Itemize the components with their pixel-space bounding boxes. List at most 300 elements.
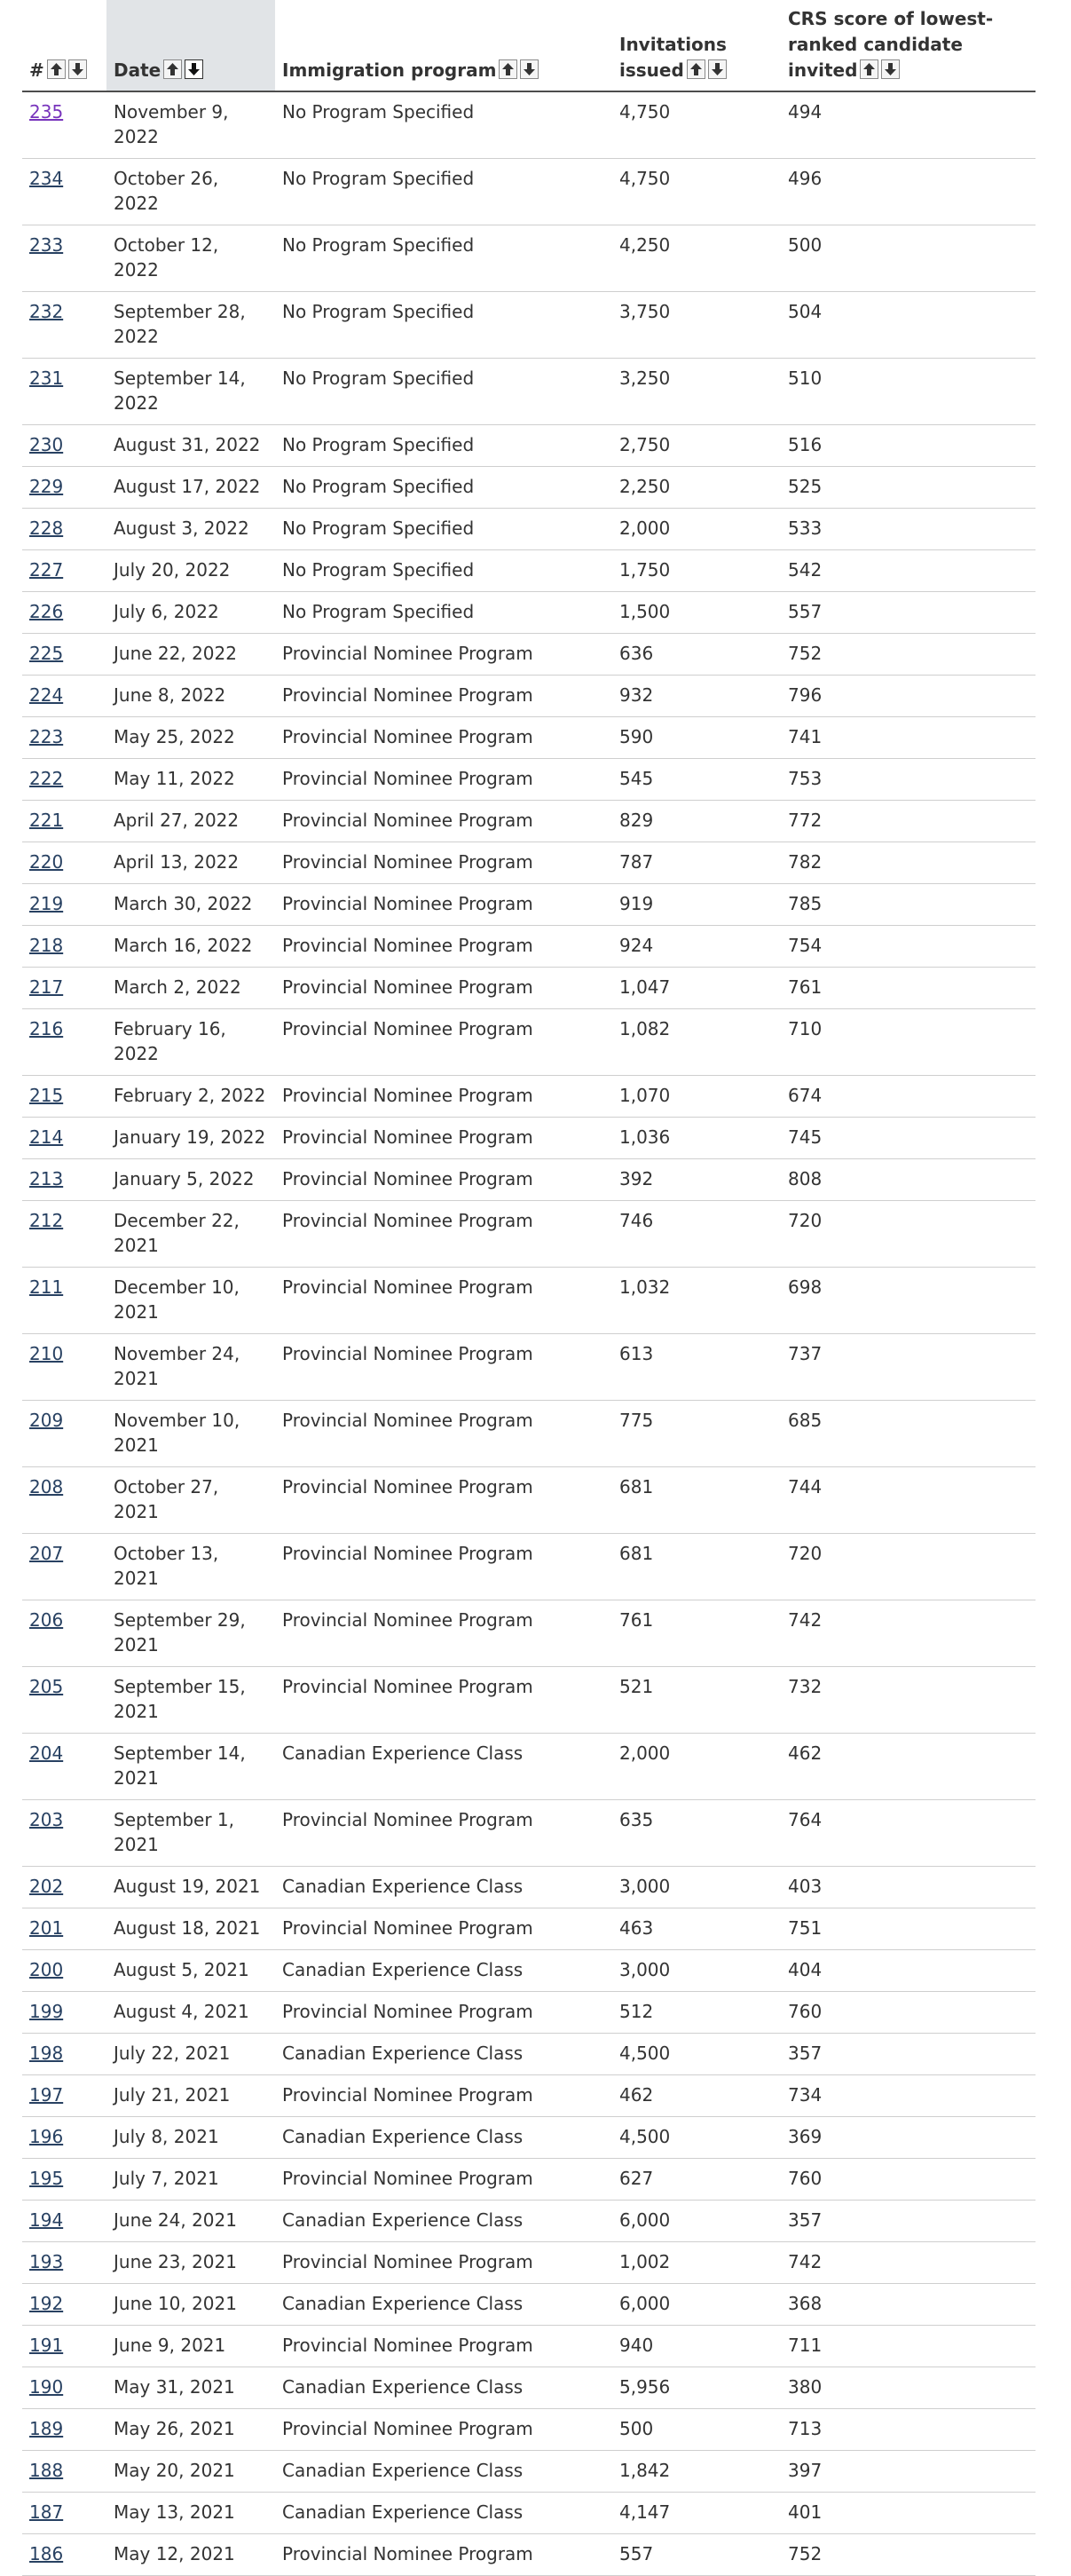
round-number-link[interactable]: 198 [29,2043,64,2064]
sort-descending-button[interactable] [68,59,87,79]
cell-program: No Program Specified [275,509,612,550]
table-row [22,1800,1036,1867]
cell-number [22,1201,106,1268]
round-number-link[interactable]: 211 [29,1276,64,1298]
cell-crs: 516 [781,425,1036,467]
cell-invitations: 787 [612,842,781,884]
arrow-down-icon [523,62,536,76]
cell-number [22,1334,106,1401]
cell-program: Provincial Nominee Program [275,1159,612,1201]
round-number-link[interactable]: 206 [29,1609,64,1631]
cell-crs: 711 [781,2326,1036,2367]
table-row [22,842,1036,884]
table-row [22,225,1036,292]
table-body [22,91,1036,2576]
round-number-link[interactable]: 188 [29,2460,64,2481]
header-invitations-label: Invitations issued [619,34,727,81]
table-row [22,1159,1036,1201]
cell-program: Canadian Experience Class [275,2201,612,2242]
round-number-link[interactable]: 197 [29,2084,64,2106]
sort-ascending-button[interactable] [499,59,517,79]
round-number-link[interactable]: 207 [29,1543,64,1564]
cell-date: July 7, 2021 [106,2159,275,2201]
round-number-link[interactable]: 212 [29,1210,64,1231]
cell-program: Provincial Nominee Program [275,2409,612,2451]
table-row [22,968,1036,1009]
cell-program: Canadian Experience Class [275,2034,612,2075]
cell-crs: 368 [781,2284,1036,2326]
header-program-label: Immigration program [282,59,497,81]
cell-date: August 31, 2022 [106,425,275,467]
arrow-up-icon [50,62,63,76]
cell-invitations: 1,750 [612,550,781,592]
cell-crs: 500 [781,225,1036,292]
round-number-link[interactable]: 231 [29,367,64,389]
cell-number [22,91,106,159]
cell-date: March 2, 2022 [106,968,275,1009]
round-number-link[interactable]: 189 [29,2418,64,2439]
cell-date: February 16, 2022 [106,1009,275,1076]
round-number-link[interactable]: 215 [29,1085,64,1106]
cell-program: Canadian Experience Class [275,1950,612,1992]
table-row [22,2284,1036,2326]
cell-crs: 720 [781,1534,1036,1600]
cell-crs: 404 [781,1950,1036,1992]
table-row [22,2409,1036,2451]
cell-number [22,2451,106,2493]
cell-number [22,2409,106,2451]
cell-number [22,1734,106,1800]
cell-date: September 15, 2021 [106,1667,275,1734]
cell-invitations: 392 [612,1159,781,1201]
table-row [22,1734,1036,1800]
cell-date: August 19, 2021 [106,1867,275,1908]
round-number-link[interactable]: 214 [29,1126,64,1148]
round-number-link[interactable]: 227 [29,559,64,581]
cell-program: Provincial Nominee Program [275,1076,612,1118]
cell-date: June 9, 2021 [106,2326,275,2367]
round-number-link[interactable]: 187 [29,2501,64,2523]
cell-number [22,1667,106,1734]
cell-date: January 5, 2022 [106,1159,275,1201]
cell-invitations: 512 [612,1992,781,2034]
cell-program: Provincial Nominee Program [275,1334,612,1401]
cell-date: July 20, 2022 [106,550,275,592]
cell-number [22,2534,106,2576]
cell-number [22,2117,106,2159]
cell-date: May 20, 2021 [106,2451,275,2493]
arrow-down-icon [187,62,201,76]
header-number-label: # [29,59,44,81]
cell-invitations: 6,000 [612,2284,781,2326]
round-number-link[interactable]: 213 [29,1168,64,1189]
round-number-link[interactable]: 199 [29,2001,64,2022]
cell-number [22,359,106,425]
cell-invitations: 829 [612,801,781,842]
cell-crs: 742 [781,1600,1036,1667]
cell-number [22,1401,106,1467]
cell-invitations: 4,500 [612,2117,781,2159]
cell-program: Provincial Nominee Program [275,676,612,717]
round-number-link[interactable]: 226 [29,601,64,622]
cell-date: May 25, 2022 [106,717,275,759]
cell-date: April 27, 2022 [106,801,275,842]
cell-date: September 14, 2021 [106,1734,275,1800]
table-row [22,801,1036,842]
cell-invitations: 521 [612,1667,781,1734]
round-number-link[interactable]: 224 [29,684,64,706]
cell-invitations: 932 [612,676,781,717]
table-row [22,2034,1036,2075]
cell-date: August 4, 2021 [106,1992,275,2034]
cell-crs: 525 [781,467,1036,509]
cell-crs: 796 [781,676,1036,717]
cell-program: Provincial Nominee Program [275,759,612,801]
cell-program: Provincial Nominee Program [275,801,612,842]
cell-number [22,159,106,225]
cell-crs: 752 [781,2534,1036,2576]
cell-crs: 720 [781,1201,1036,1268]
header-date-label: Date [114,59,161,81]
cell-program: Provincial Nominee Program [275,1401,612,1467]
express-entry-rounds-table [22,0,1036,2576]
cell-invitations: 1,032 [612,1268,781,1334]
cell-invitations: 4,250 [612,225,781,292]
arrow-down-icon [71,62,84,76]
cell-program: No Program Specified [275,550,612,592]
cell-crs: 380 [781,2367,1036,2409]
cell-crs: 713 [781,2409,1036,2451]
cell-number [22,1950,106,1992]
cell-crs: 357 [781,2201,1036,2242]
cell-invitations: 1,070 [612,1076,781,1118]
round-number-link[interactable]: 200 [29,1959,64,1980]
cell-crs: 533 [781,509,1036,550]
cell-number [22,2034,106,2075]
round-number-link[interactable]: 235 [29,101,64,122]
table-row [22,1268,1036,1334]
cell-date: July 21, 2021 [106,2075,275,2117]
round-number-link[interactable]: 209 [29,1410,64,1431]
cell-invitations: 2,250 [612,467,781,509]
cell-crs: 369 [781,2117,1036,2159]
table-row [22,1992,1036,2034]
arrow-down-icon [711,62,724,76]
cell-program: Provincial Nominee Program [275,1908,612,1950]
cell-date: June 8, 2022 [106,676,275,717]
cell-number [22,592,106,634]
cell-invitations: 1,082 [612,1009,781,1076]
round-number-link[interactable]: 203 [29,1809,64,1830]
cell-number [22,225,106,292]
cell-crs: 462 [781,1734,1036,1800]
round-number-link[interactable]: 193 [29,2251,64,2272]
cell-program: No Program Specified [275,292,612,359]
cell-number [22,1867,106,1908]
round-number-link[interactable]: 192 [29,2293,64,2314]
table-row [22,550,1036,592]
cell-program: Provincial Nominee Program [275,1009,612,1076]
cell-program: Provincial Nominee Program [275,1118,612,1159]
cell-crs: 698 [781,1268,1036,1334]
cell-crs: 397 [781,2451,1036,2493]
cell-number [22,676,106,717]
cell-number [22,467,106,509]
table-row [22,1534,1036,1600]
cell-program: Provincial Nominee Program [275,1667,612,1734]
cell-date: July 6, 2022 [106,592,275,634]
header-crs [781,0,1036,91]
cell-date: April 13, 2022 [106,842,275,884]
round-number-link[interactable]: 228 [29,518,64,539]
cell-number [22,292,106,359]
cell-crs: 745 [781,1118,1036,1159]
round-number-link[interactable]: 230 [29,434,64,455]
cell-date: August 3, 2022 [106,509,275,550]
table-row [22,292,1036,359]
round-number-link[interactable]: 216 [29,1018,64,1039]
cell-invitations: 4,750 [612,91,781,159]
round-number-link[interactable]: 205 [29,1676,64,1697]
cell-date: June 22, 2022 [106,634,275,676]
table-row [22,2451,1036,2493]
cell-number [22,2493,106,2534]
round-number-link[interactable]: 208 [29,1476,64,1497]
round-number-link[interactable]: 233 [29,234,64,256]
cell-invitations: 462 [612,2075,781,2117]
cell-crs: 510 [781,359,1036,425]
sort-descending-button[interactable] [708,59,727,79]
cell-program: No Program Specified [275,225,612,292]
table-row [22,1009,1036,1076]
cell-crs: 737 [781,1334,1036,1401]
cell-number [22,1009,106,1076]
cell-invitations: 627 [612,2159,781,2201]
cell-invitations: 2,000 [612,1734,781,1800]
cell-crs: 734 [781,2075,1036,2117]
sort-descending-button[interactable] [881,59,900,79]
cell-invitations: 6,000 [612,2201,781,2242]
cell-invitations: 746 [612,1201,781,1268]
cell-invitations: 2,000 [612,509,781,550]
cell-number [22,717,106,759]
cell-date: August 17, 2022 [106,467,275,509]
cell-program: Provincial Nominee Program [275,1800,612,1867]
cell-date: October 13, 2021 [106,1534,275,1600]
table-row [22,467,1036,509]
round-number-link[interactable]: 190 [29,2376,64,2398]
table-row [22,1334,1036,1401]
cell-number [22,1992,106,2034]
cell-program: Provincial Nominee Program [275,1467,612,1534]
cell-invitations: 635 [612,1800,781,1867]
cell-crs: 808 [781,1159,1036,1201]
table-row [22,2159,1036,2201]
cell-program: Provincial Nominee Program [275,1992,612,2034]
cell-invitations: 3,250 [612,359,781,425]
cell-invitations: 1,036 [612,1118,781,1159]
cell-crs: 542 [781,550,1036,592]
sort-ascending-button[interactable] [163,59,182,79]
cell-crs: 760 [781,1992,1036,2034]
cell-date: March 30, 2022 [106,884,275,926]
cell-number [22,1800,106,1867]
round-number-link[interactable]: 204 [29,1742,64,1764]
cell-program: Canadian Experience Class [275,2451,612,2493]
round-number-link[interactable]: 202 [29,1876,64,1897]
table-row [22,159,1036,225]
cell-date: November 10, 2021 [106,1401,275,1467]
round-number-link[interactable]: 220 [29,851,64,873]
sort-ascending-button[interactable] [687,59,705,79]
arrow-up-icon [689,62,703,76]
cell-date: August 5, 2021 [106,1950,275,1992]
cell-crs: 752 [781,634,1036,676]
cell-program: No Program Specified [275,359,612,425]
cell-program: Provincial Nominee Program [275,842,612,884]
cell-program: Provincial Nominee Program [275,2075,612,2117]
cell-invitations: 681 [612,1534,781,1600]
cell-program: No Program Specified [275,91,612,159]
cell-crs: 685 [781,1401,1036,1467]
table-row [22,1401,1036,1467]
cell-program: Canadian Experience Class [275,2367,612,2409]
table-row [22,1600,1036,1667]
cell-invitations: 681 [612,1467,781,1534]
round-number-link[interactable]: 191 [29,2335,64,2356]
round-number-link[interactable]: 194 [29,2209,64,2231]
cell-number [22,968,106,1009]
header-program [275,0,612,91]
cell-number [22,1159,106,1201]
cell-crs: 741 [781,717,1036,759]
cell-date: November 9, 2022 [106,91,275,159]
cell-number [22,926,106,968]
cell-program: Provincial Nominee Program [275,926,612,968]
cell-crs: 674 [781,1076,1036,1118]
cell-crs: 557 [781,592,1036,634]
cell-crs: 760 [781,2159,1036,2201]
cell-invitations: 4,500 [612,2034,781,2075]
cell-number [22,2326,106,2367]
sort-descending-button[interactable] [520,59,539,79]
table-row [22,1867,1036,1908]
table-row [22,1950,1036,1992]
arrow-up-icon [862,62,876,76]
cell-date: March 16, 2022 [106,926,275,968]
cell-date: August 18, 2021 [106,1908,275,1950]
table-row [22,359,1036,425]
cell-program: No Program Specified [275,159,612,225]
round-number-link[interactable]: 219 [29,893,64,914]
round-number-link[interactable]: 196 [29,2126,64,2147]
cell-number [22,2075,106,2117]
cell-crs: 782 [781,842,1036,884]
cell-date: October 12, 2022 [106,225,275,292]
header-crs-label: CRS score of lowest-ranked candidate invited [788,8,994,81]
cell-invitations: 463 [612,1908,781,1950]
table-row [22,1076,1036,1118]
cell-program: No Program Specified [275,592,612,634]
table-row [22,1908,1036,1950]
header-invitations [612,0,781,91]
cell-crs: 494 [781,91,1036,159]
cell-crs: 744 [781,1467,1036,1534]
cell-invitations: 557 [612,2534,781,2576]
cell-number [22,634,106,676]
cell-program: Provincial Nominee Program [275,2159,612,2201]
cell-number [22,759,106,801]
table-row [22,1118,1036,1159]
sort-ascending-button[interactable] [47,59,66,79]
table-row [22,1467,1036,1534]
table-row [22,2367,1036,2409]
cell-crs: 785 [781,884,1036,926]
round-number-link[interactable]: 186 [29,2543,64,2564]
table-row [22,1667,1036,1734]
cell-date: December 22, 2021 [106,1201,275,1268]
cell-program: Canadian Experience Class [275,2284,612,2326]
round-number-link[interactable]: 225 [29,643,64,664]
round-number-link[interactable]: 217 [29,976,64,998]
cell-date: July 22, 2021 [106,2034,275,2075]
cell-date: May 11, 2022 [106,759,275,801]
arrow-down-icon [884,62,897,76]
cell-crs: 496 [781,159,1036,225]
cell-invitations: 590 [612,717,781,759]
round-number-link[interactable]: 221 [29,810,64,831]
sort-ascending-button[interactable] [860,59,878,79]
cell-number [22,2201,106,2242]
cell-number [22,1268,106,1334]
round-number-link[interactable]: 210 [29,1343,64,1364]
round-number-link[interactable]: 223 [29,726,64,747]
round-number-link[interactable]: 222 [29,768,64,789]
cell-invitations: 1,002 [612,2242,781,2284]
cell-program: Provincial Nominee Program [275,884,612,926]
cell-number [22,425,106,467]
cell-date: November 24, 2021 [106,1334,275,1401]
cell-invitations: 4,147 [612,2493,781,2534]
cell-program: Provincial Nominee Program [275,634,612,676]
cell-program: Provincial Nominee Program [275,968,612,1009]
round-number-link[interactable]: 234 [29,168,64,189]
round-number-link[interactable]: 232 [29,301,64,322]
round-number-link[interactable]: 218 [29,935,64,956]
cell-number [22,2284,106,2326]
cell-invitations: 545 [612,759,781,801]
round-number-link[interactable]: 201 [29,1917,64,1939]
cell-invitations: 924 [612,926,781,968]
round-number-link[interactable]: 195 [29,2168,64,2189]
cell-program: Provincial Nominee Program [275,1268,612,1334]
cell-number [22,1467,106,1534]
cell-crs: 761 [781,968,1036,1009]
cell-invitations: 1,500 [612,592,781,634]
cell-crs: 764 [781,1800,1036,1867]
table-row [22,1201,1036,1268]
sort-descending-button-active[interactable] [185,59,203,79]
cell-number [22,1118,106,1159]
cell-crs: 403 [781,1867,1036,1908]
cell-invitations: 636 [612,634,781,676]
cell-invitations: 5,956 [612,2367,781,2409]
round-number-link[interactable]: 229 [29,476,64,497]
cell-number [22,2159,106,2201]
table-row [22,2493,1036,2534]
cell-program: Canadian Experience Class [275,2493,612,2534]
cell-number [22,2367,106,2409]
